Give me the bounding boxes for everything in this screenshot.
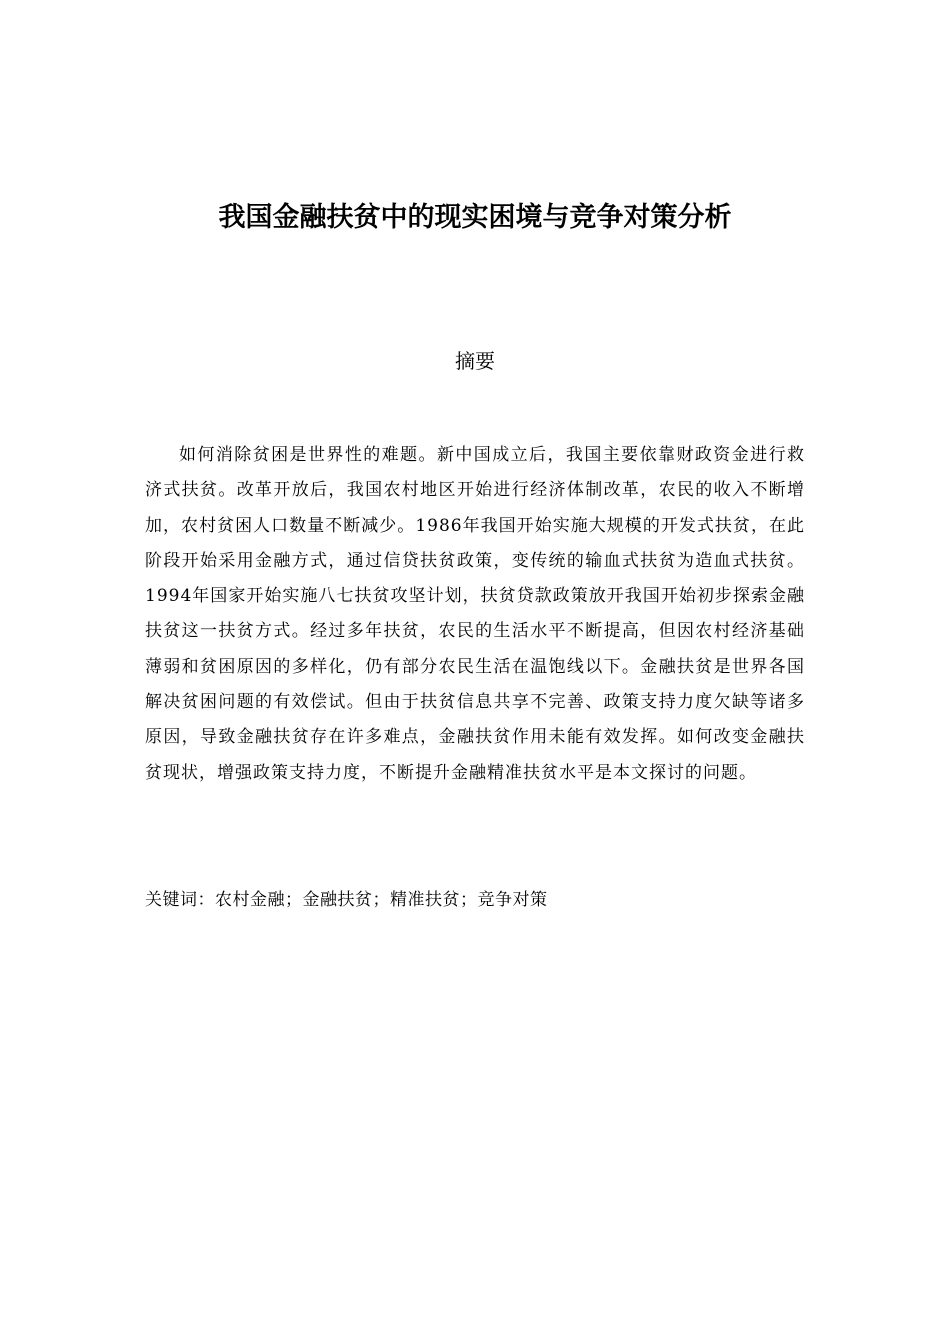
abstract-heading: 摘要 [455, 349, 495, 373]
document-title: 我国金融扶贫中的现实困境与竞争对策分析 [218, 202, 732, 233]
abstract-body: 如何消除贫困是世界性的难题。新中国成立后，我国主要依靠财政资金进行救济式扶贫。改革开放后，我国农村地区开始进行经济体制改革，农民的收入不断增加，农村贫困人口数量不断减少。1986年我国开始实施大规模的开发式扶贫，在此阶段开始采用金融方式，通过信贷扶贫政策，变传统的输血式扶贫为造血式扶贫。1994年国家开始实施八七扶贫攻坚计划，扶贫贷款政策放开我国开始初步探索金融扶贫这一扶贫方式。经过多年扶贫，农民的生活水平不断提高，但因农村经济基础薄弱和贫困原因的多样化，仍有部分农民生活在温饱线以下。金融扶贫是世界各国解决贫困问题的有效偿试。但由于扶贫信息共享不完善、政策支持力度欠缺等诸多原因，导致金融扶贫存在许多难点，金融扶贫作用未能有效发挥。如何改变金融扶贫现状，增强政策支持力度，不断提升金融精准扶贫水平是本文探讨的问题。 [145, 445, 805, 783]
keywords-line: 关键词：农村金融；金融扶贫；精准扶贫；竞争对策 [145, 890, 548, 910]
